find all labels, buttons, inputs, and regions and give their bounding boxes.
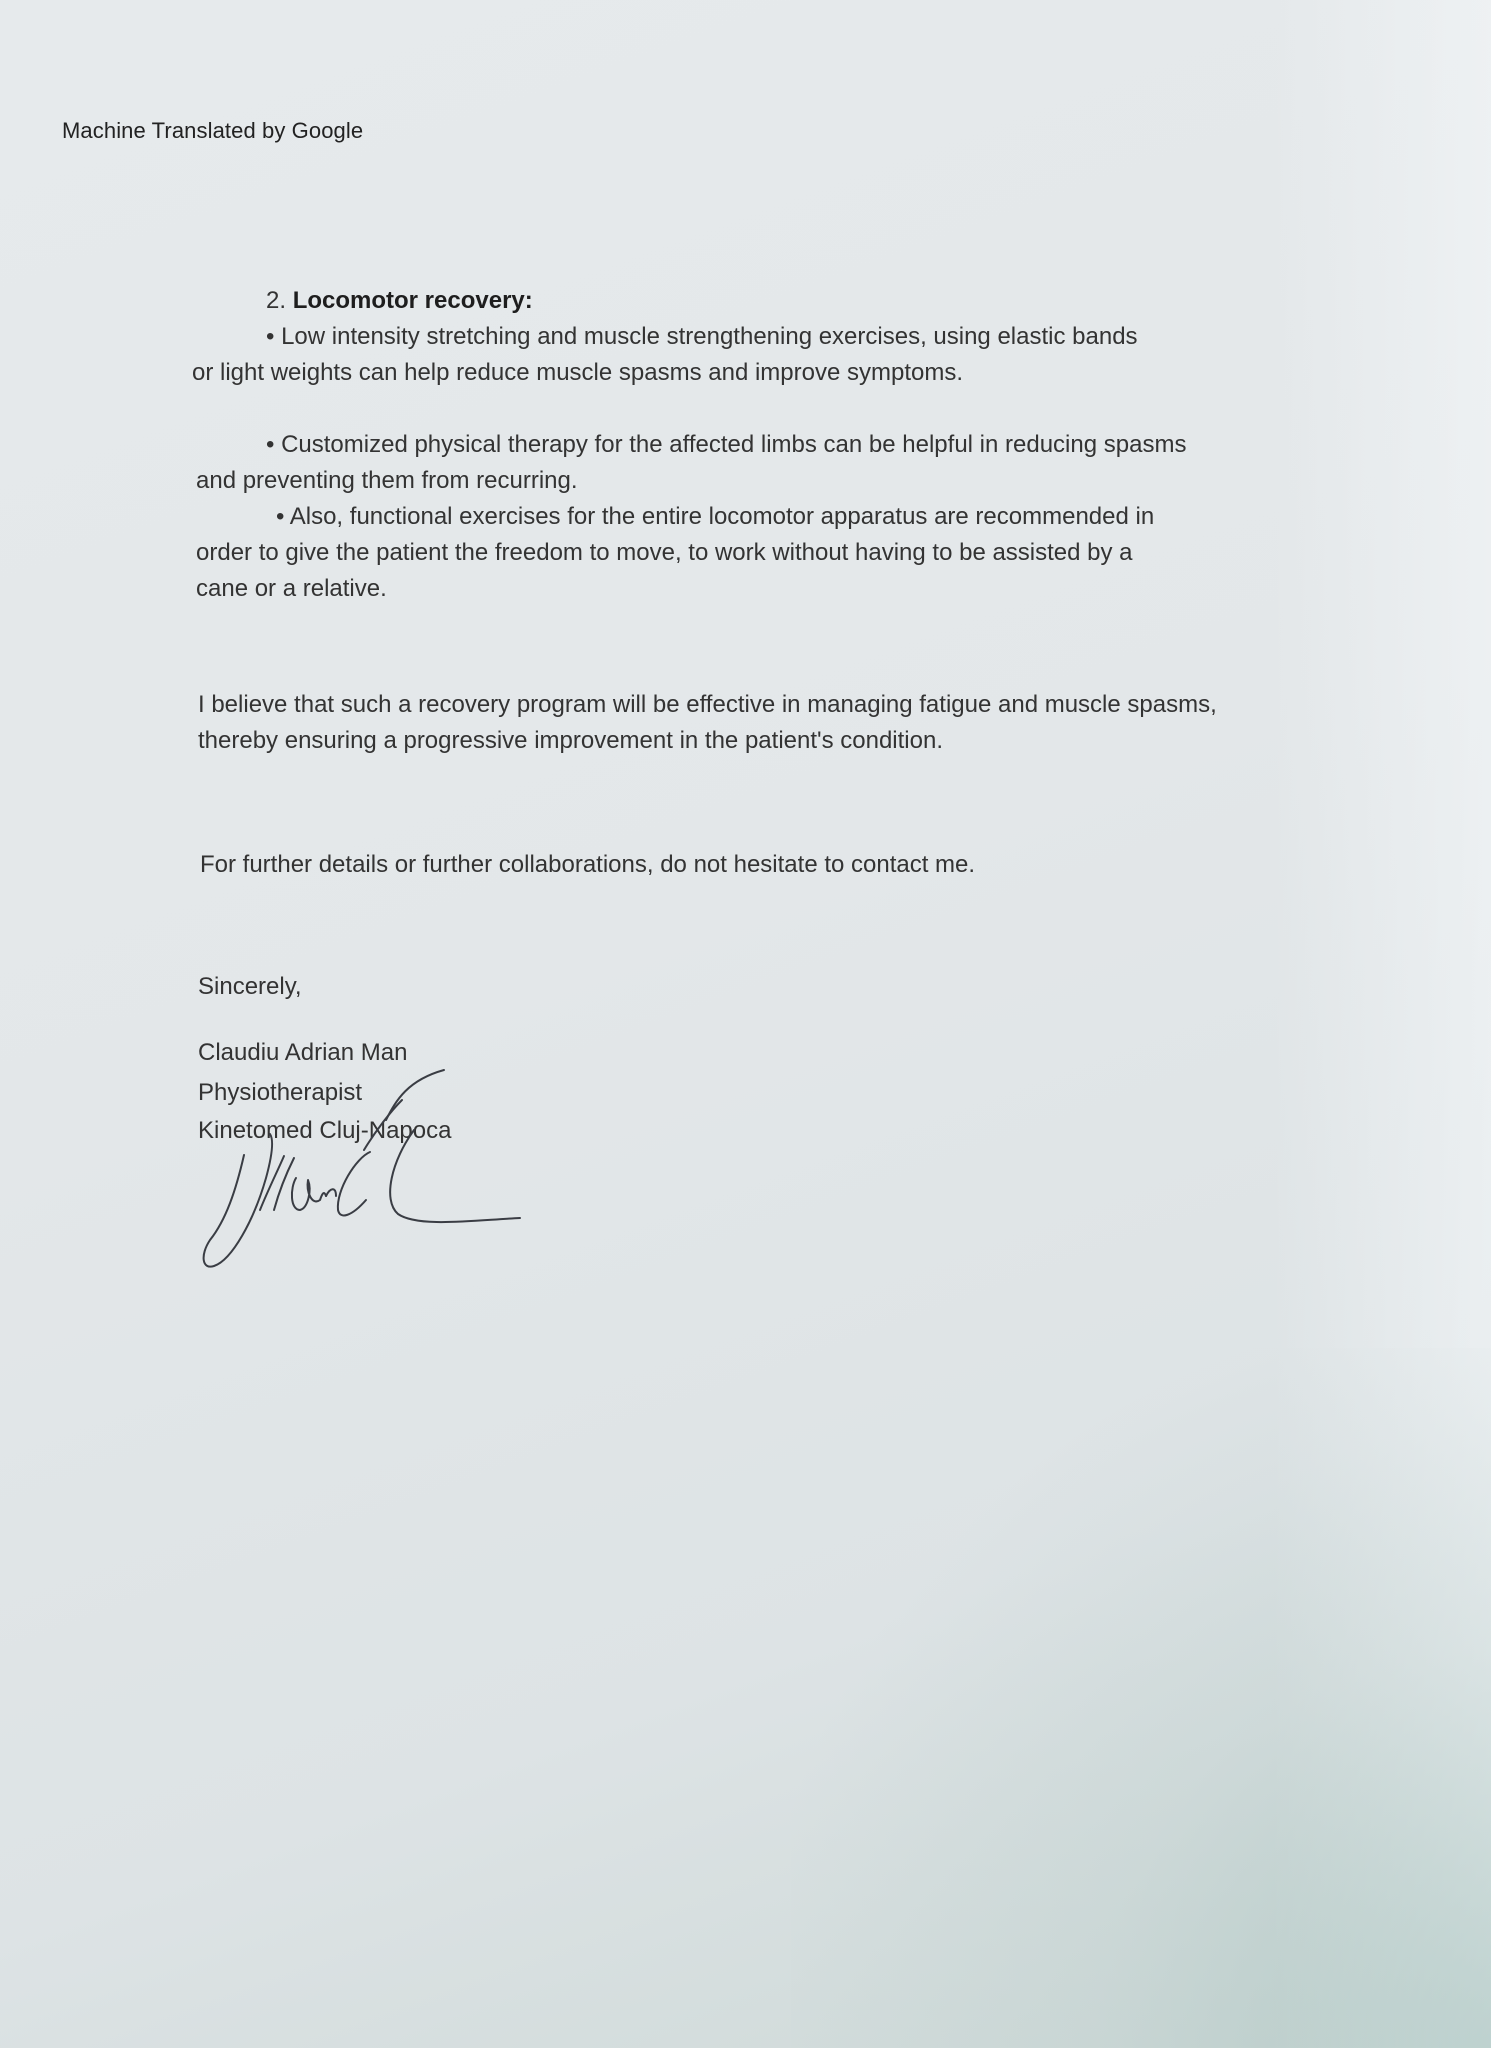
signature-stroke-c	[338, 1152, 370, 1215]
signature-stroke-a	[292, 1178, 326, 1210]
signatory-role: Physiotherapist	[198, 1079, 363, 1106]
bullet-2-line-2: and preventing them from recurring.	[196, 467, 578, 494]
signature-stroke-slash	[386, 1070, 444, 1120]
bullet-1-line-1: • Low intensity stretching and muscle strengthening exercises, using elastic bands	[266, 323, 1138, 350]
section-title: Locomotor recovery:	[292, 287, 533, 314]
bullet-2-line-1: • Customized physical therapy for the affected limbs can be helpful in reducing spasms	[266, 431, 1187, 458]
paper-shadow	[791, 1348, 1491, 2048]
bullet-1-line-2: or light weights can help reduce muscle spasms and improve symptoms.	[192, 359, 963, 386]
translation-note: Machine Translated by Google	[62, 118, 364, 143]
signature-stroke-loop	[204, 1134, 272, 1267]
section-number: 2.	[266, 287, 287, 314]
conclusion-line-1: I believe that such a recovery program will be effective in managing fatigue and muscle spasms,	[198, 691, 1217, 718]
bullet-3-line-1: • Also, functional exercises for the entire locomotor apparatus are recommended in	[276, 503, 1155, 530]
contact-sentence: For further details or further collaborations, do not hesitate to contact me.	[200, 851, 976, 878]
closing-salutation: Sincerely,	[198, 973, 302, 1000]
handwritten-signature	[196, 1060, 526, 1280]
signature-stroke-m	[326, 1189, 336, 1196]
paper-highlight	[1271, 0, 1491, 2048]
conclusion-line-2: thereby ensuring a progressive improvement in the patient's condition.	[198, 727, 943, 754]
bullet-3-line-2: order to give the patient the freedom to move, to work without having to be assisted by a	[196, 539, 1133, 566]
signature-stroke-tail	[390, 1130, 520, 1222]
signatory-organization: Kinetomed Cluj-Napoca	[198, 1117, 452, 1144]
section-heading	[266, 286, 533, 316]
signature-stroke-cross	[364, 1100, 402, 1150]
signatory-name: Claudiu Adrian Man	[198, 1039, 408, 1066]
bullet-3-line-3: cane or a relative.	[196, 575, 387, 602]
